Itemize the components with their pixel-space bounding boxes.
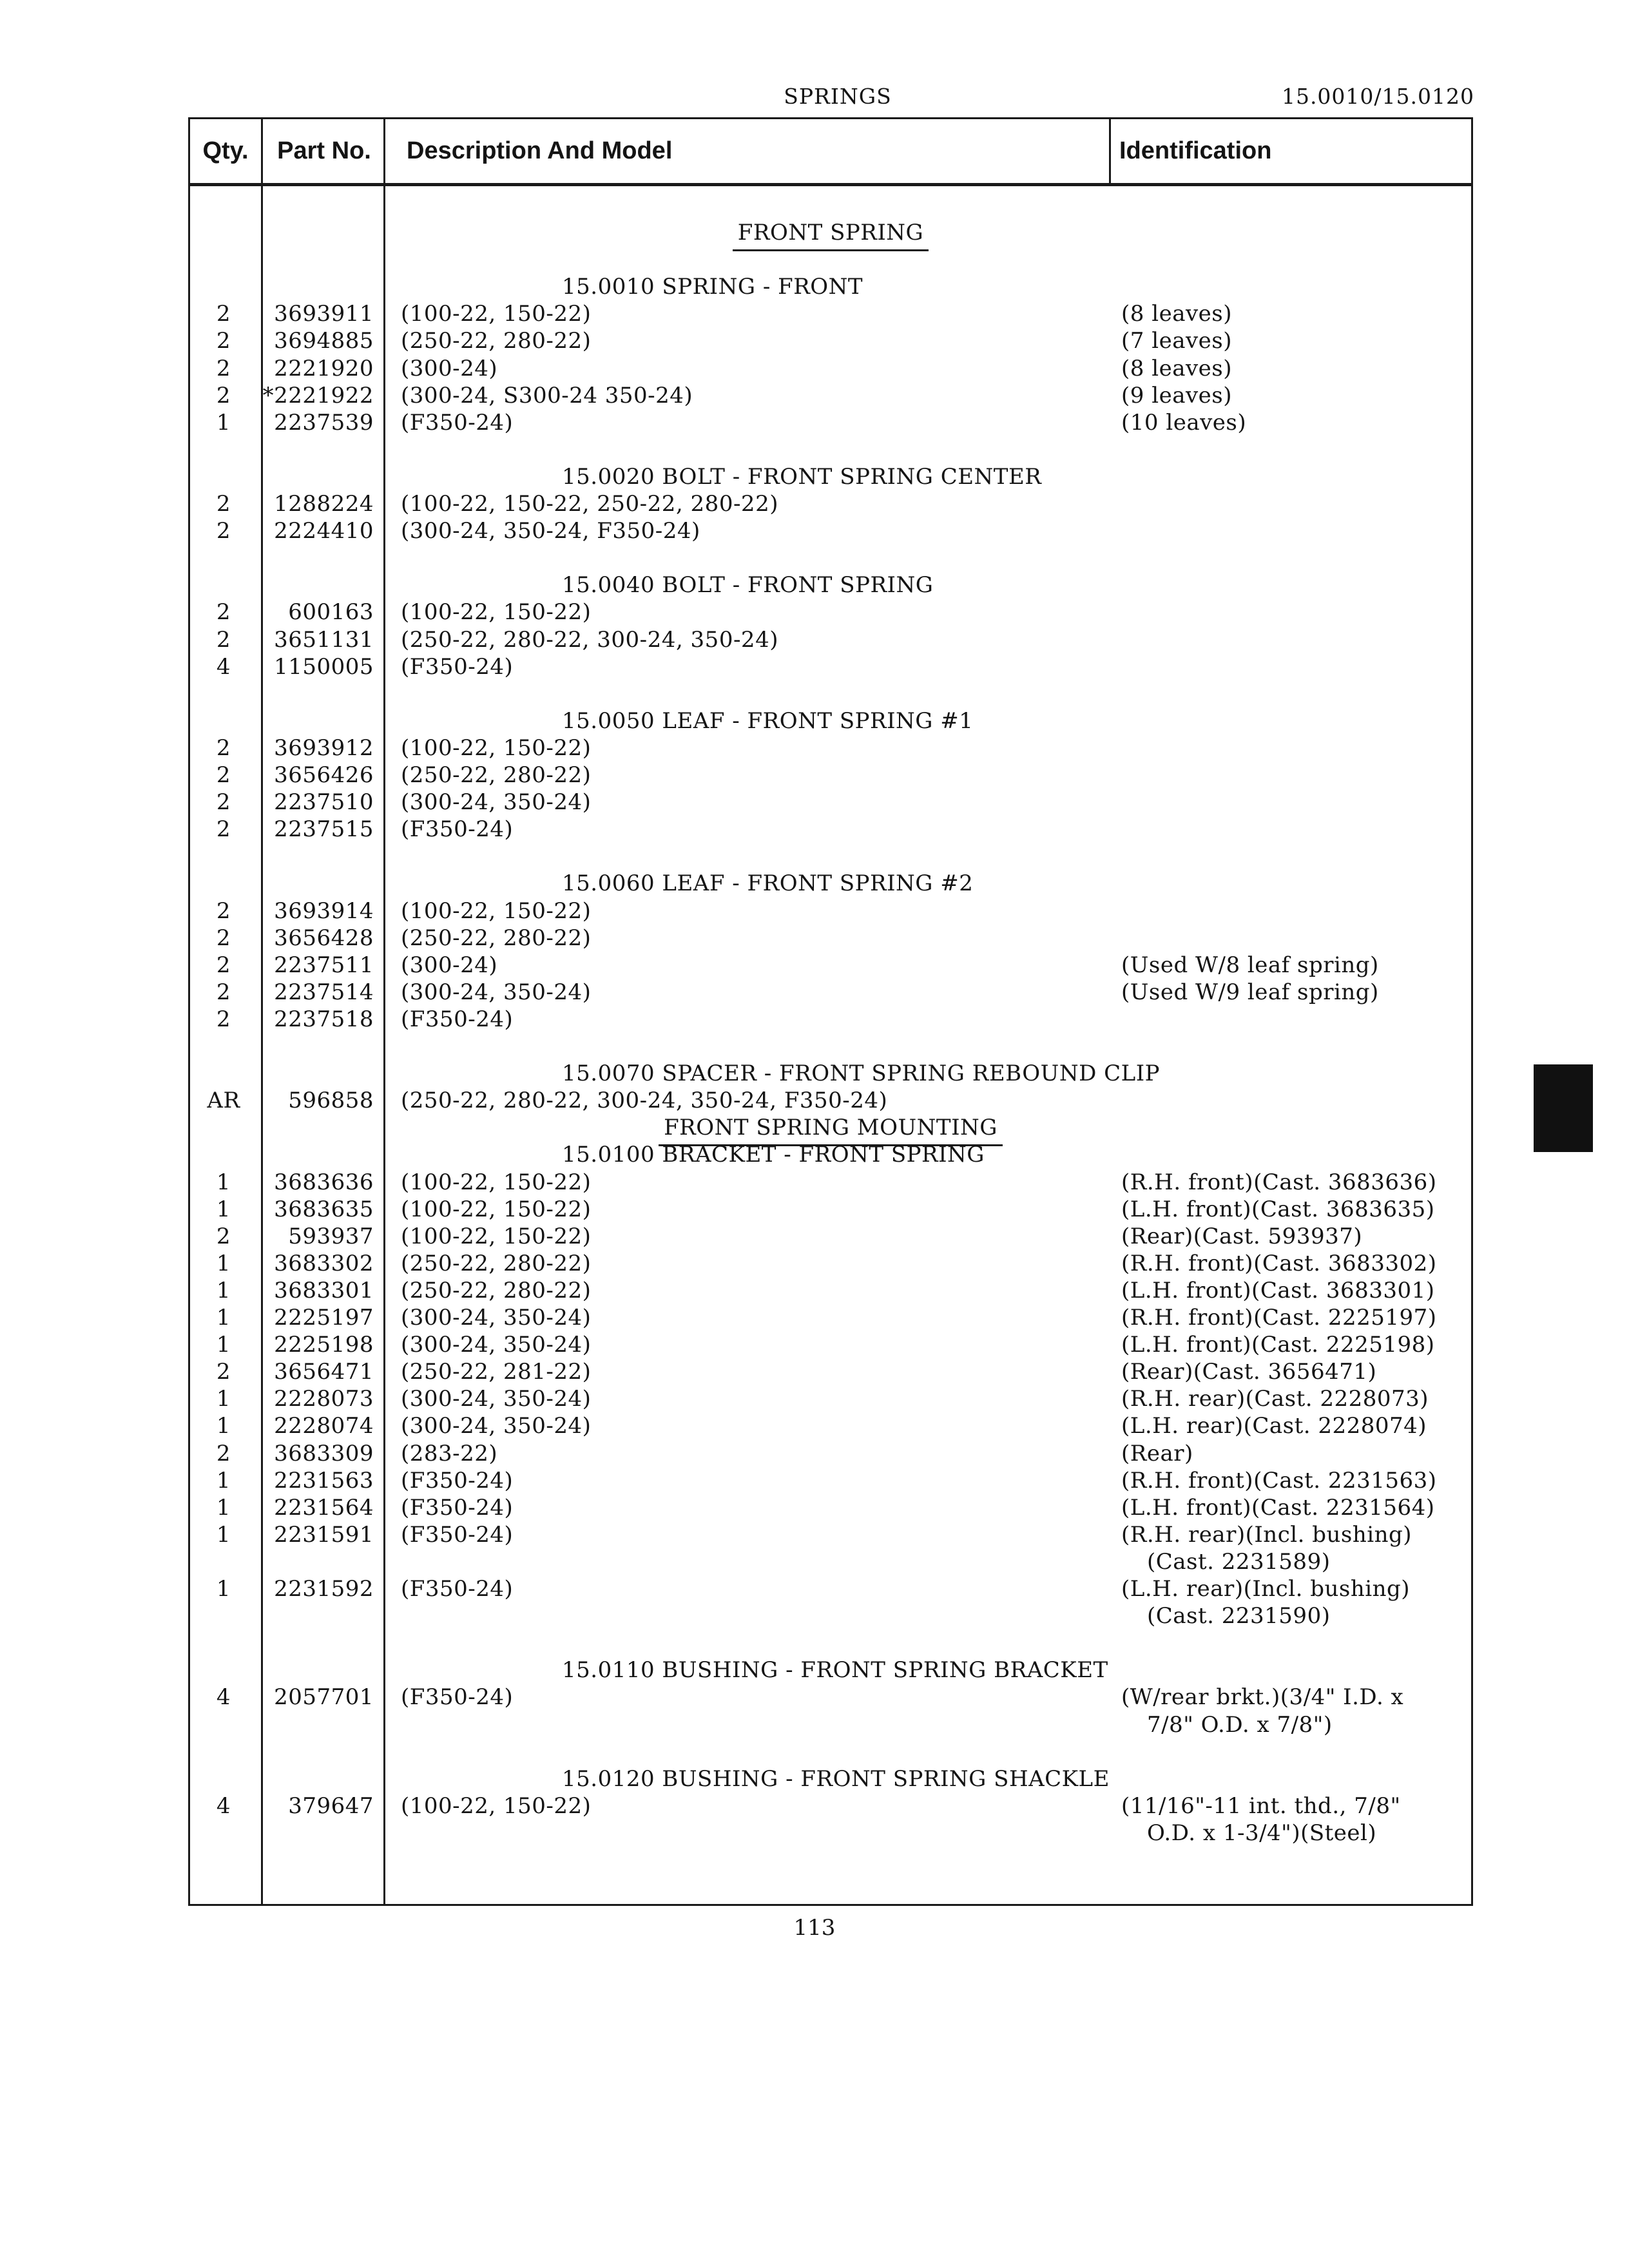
group-heading: 15.0010 SPRING - FRONT	[562, 274, 863, 300]
part-number-cell: 2237515	[274, 816, 374, 843]
qty-cell: 1	[216, 409, 231, 436]
part-number-cell: 3683309	[274, 1440, 374, 1466]
part-number-cell: 1150005	[274, 653, 374, 680]
table-row	[188, 490, 1473, 517]
identification-cell: (10 leaves)	[1121, 409, 1247, 436]
group-heading-row	[188, 1060, 1473, 1087]
model-cell: (250-22, 280-22, 300-24, 350-24)	[401, 626, 778, 653]
table-row	[188, 1006, 1473, 1033]
qty-cell: 2	[216, 301, 231, 327]
part-number-cell: 3656426	[274, 762, 374, 788]
identification-cell: (R.H. front)(Cast. 3683302)	[1121, 1250, 1437, 1276]
identification-cell: (R.H. rear)(Incl. bushing)	[1121, 1521, 1412, 1548]
section-heading-row	[188, 1114, 1473, 1141]
qty-cell: 2	[216, 735, 231, 761]
table-row	[188, 1196, 1473, 1223]
table-row	[188, 898, 1473, 925]
table-row	[188, 952, 1473, 979]
table-row	[188, 789, 1473, 816]
model-cell: (300-24)	[401, 355, 498, 381]
qty-cell: 1	[216, 1386, 231, 1412]
model-cell: (F350-24)	[401, 816, 514, 843]
continuation-row	[188, 1548, 1473, 1575]
model-cell: (F350-24)	[401, 1467, 514, 1494]
group-heading-row	[188, 273, 1473, 300]
qty-cell: 2	[216, 952, 231, 978]
model-cell: (300-24, 350-24)	[401, 789, 592, 816]
part-number-cell: 3693911	[274, 301, 374, 327]
part-number-cell: 2228073	[274, 1386, 374, 1412]
table-row	[188, 1575, 1473, 1602]
identification-continuation: (Cast. 2231589)	[1147, 1548, 1331, 1575]
part-number-cell: 2225197	[274, 1305, 374, 1331]
identification-cell: (W/rear brkt.)(3/4" I.D. x	[1121, 1684, 1404, 1711]
qty-cell: 2	[216, 328, 231, 354]
part-number-cell: 3683301	[274, 1277, 374, 1303]
group-heading-row	[188, 1657, 1473, 1684]
model-cell: (100-22, 150-22)	[401, 1223, 592, 1249]
model-cell: (250-22, 280-22)	[401, 925, 592, 951]
identification-cell: (8 leaves)	[1121, 301, 1233, 327]
section-thumb-tab	[1534, 1064, 1593, 1152]
table-row	[188, 1331, 1473, 1358]
group-heading: 15.0020 BOLT - FRONT SPRING CENTER	[562, 463, 1042, 490]
identification-continuation: (Cast. 2231590)	[1147, 1603, 1331, 1629]
table-row	[188, 1250, 1473, 1277]
qty-cell: 4	[216, 1792, 231, 1819]
qty-cell: AR	[207, 1088, 240, 1114]
model-cell: (F350-24)	[401, 1494, 514, 1521]
model-cell: (300-24, 350-24)	[401, 979, 592, 1005]
group-heading-row	[188, 1765, 1473, 1792]
model-cell: (F350-24)	[401, 1006, 514, 1032]
blank-row	[188, 680, 1473, 707]
model-cell: (250-22, 280-22, 300-24, 350-24, F350-24)	[401, 1088, 888, 1114]
group-heading: 15.0070 SPACER - FRONT SPRING REBOUND CLIP	[562, 1061, 1161, 1087]
group-heading: 15.0060 LEAF - FRONT SPRING #2	[562, 870, 974, 897]
part-number-cell: 3693912	[274, 735, 374, 761]
model-cell: (100-22, 150-22)	[401, 1196, 592, 1222]
qty-cell: 1	[216, 1521, 231, 1548]
qty-cell: 2	[216, 518, 231, 544]
qty-cell: 2	[216, 1359, 231, 1385]
qty-cell: 2	[216, 382, 231, 408]
table-row	[188, 517, 1473, 544]
section-code-range: 15.0010/15.0120	[1281, 84, 1474, 109]
model-cell: (300-24, S300-24 350-24)	[401, 382, 693, 408]
part-number-cell: 379647	[288, 1792, 374, 1819]
part-number-cell: *2221922	[262, 382, 374, 408]
section-heading	[188, 219, 1473, 246]
table-row	[188, 762, 1473, 789]
identification-continuation: 7/8" O.D. x 7/8")	[1147, 1711, 1333, 1738]
model-cell: (250-22, 280-22)	[401, 1250, 592, 1276]
table-row	[188, 1385, 1473, 1412]
part-number-cell: 3683635	[274, 1196, 374, 1222]
part-number-cell: 2237539	[274, 409, 374, 436]
blank-row	[188, 544, 1473, 572]
identification-cell: (L.H. front)(Cast. 2225198)	[1121, 1332, 1435, 1358]
table-row	[188, 1087, 1473, 1114]
group-heading: 15.0110 BUSHING - FRONT SPRING BRACKET	[562, 1657, 1108, 1684]
qty-cell: 2	[216, 789, 231, 816]
model-cell: (300-24, 350-24)	[401, 1305, 592, 1331]
blank-row	[188, 246, 1473, 273]
qty-cell: 1	[216, 1467, 231, 1494]
table-row	[188, 626, 1473, 653]
qty-cell: 1	[216, 1250, 231, 1276]
table-row	[188, 1494, 1473, 1521]
table-row	[188, 382, 1473, 409]
qty-cell: 2	[216, 491, 231, 517]
part-number-cell: 2228074	[274, 1413, 374, 1439]
section-heading-row	[188, 219, 1473, 246]
group-heading-row	[188, 463, 1473, 490]
model-cell: (100-22, 150-22, 250-22, 280-22)	[401, 491, 778, 517]
model-cell: (100-22, 150-22)	[401, 1792, 592, 1819]
continuation-row	[188, 1711, 1473, 1738]
model-cell: (250-22, 281-22)	[401, 1359, 592, 1385]
identification-cell: (Rear)	[1121, 1440, 1193, 1466]
identification-cell: (Rear)(Cast. 593937)	[1121, 1223, 1363, 1249]
identification-cell: (R.H. front)(Cast. 3683636)	[1121, 1169, 1437, 1195]
part-number-cell: 2231591	[274, 1521, 374, 1548]
group-heading: 15.0120 BUSHING - FRONT SPRING SHACKLE	[562, 1765, 1110, 1792]
part-number-cell: 3694885	[274, 328, 374, 354]
table-row	[188, 1304, 1473, 1331]
table-row	[188, 1521, 1473, 1548]
model-cell: (100-22, 150-22)	[401, 1169, 592, 1195]
section-heading-text: FRONT SPRING MOUNTING	[659, 1115, 1003, 1146]
part-number-cell: 3651131	[274, 626, 374, 653]
model-cell: (300-24)	[401, 952, 498, 978]
model-cell: (300-24, 350-24)	[401, 1413, 592, 1439]
table-row	[188, 1440, 1473, 1467]
part-number-cell: 2221920	[274, 355, 374, 381]
part-number-cell: 596858	[288, 1088, 374, 1114]
group-heading: 15.0050 LEAF - FRONT SPRING #1	[562, 707, 974, 734]
identification-cell: (L.H. front)(Cast. 2231564)	[1121, 1494, 1435, 1521]
identification-column-header: Identification	[1119, 137, 1272, 164]
table-row	[188, 735, 1473, 762]
qty-cell: 1	[216, 1277, 231, 1303]
blank-row	[188, 1738, 1473, 1765]
identification-cell: (L.H. front)(Cast. 3683635)	[1121, 1196, 1435, 1222]
description-column-header: Description And Model	[407, 137, 673, 164]
group-heading-row	[188, 572, 1473, 599]
model-cell: (F350-24)	[401, 1684, 514, 1711]
part-number-cell: 2237514	[274, 979, 374, 1005]
part-number-cell: 600163	[288, 599, 374, 626]
model-cell: (300-24, 350-24)	[401, 1332, 592, 1358]
group-heading-row	[188, 1141, 1473, 1168]
part-number-cell: 2231563	[274, 1467, 374, 1494]
identification-cell: (R.H. rear)(Cast. 2228073)	[1121, 1386, 1429, 1412]
identification-cell: (Used W/9 leaf spring)	[1121, 979, 1379, 1005]
qty-cell: 4	[216, 653, 231, 680]
group-heading: 15.0040 BOLT - FRONT SPRING	[562, 572, 934, 599]
model-cell: (F350-24)	[401, 653, 514, 680]
table-row	[188, 1223, 1473, 1250]
model-cell: (250-22, 280-22)	[401, 1277, 592, 1303]
qty-cell: 2	[216, 925, 231, 951]
part-number-cell: 3693914	[274, 898, 374, 924]
model-cell: (100-22, 150-22)	[401, 599, 592, 626]
page-number: 113	[793, 1915, 836, 1941]
qty-column-header: Qty.	[202, 137, 249, 164]
part-number-cell: 3683302	[274, 1250, 374, 1276]
table-row	[188, 1412, 1473, 1439]
identification-cell: (9 leaves)	[1121, 382, 1233, 408]
part-number-cell: 2237518	[274, 1006, 374, 1032]
identification-cell: (L.H. front)(Cast. 3683301)	[1121, 1277, 1435, 1303]
qty-cell: 2	[216, 1223, 231, 1249]
qty-cell: 1	[216, 1576, 231, 1602]
qty-cell: 1	[216, 1494, 231, 1521]
qty-cell: 2	[216, 816, 231, 843]
table-row	[188, 979, 1473, 1006]
part-number-cell: 593937	[288, 1223, 374, 1249]
qty-cell: 1	[216, 1332, 231, 1358]
table-row	[188, 1467, 1473, 1494]
group-heading-row	[188, 870, 1473, 897]
model-cell: (100-22, 150-22)	[401, 735, 592, 761]
qty-cell: 1	[216, 1169, 231, 1195]
model-cell: (283-22)	[401, 1440, 498, 1466]
table-row	[188, 1358, 1473, 1385]
identification-cell: (R.H. front)(Cast. 2225197)	[1121, 1305, 1437, 1331]
table-row	[188, 409, 1473, 436]
page-section-title: SPRINGS	[784, 84, 892, 109]
part-column-header: Part No.	[277, 137, 371, 164]
part-number-cell: 2057701	[274, 1684, 374, 1711]
table-row	[188, 327, 1473, 354]
model-cell: (250-22, 280-22)	[401, 762, 592, 788]
qty-cell: 2	[216, 762, 231, 788]
identification-cell: (R.H. front)(Cast. 2231563)	[1121, 1467, 1437, 1494]
qty-cell: 1	[216, 1196, 231, 1222]
table-row	[188, 653, 1473, 680]
blank-row	[188, 436, 1473, 463]
qty-cell: 4	[216, 1684, 231, 1711]
model-cell: (F350-24)	[401, 409, 514, 436]
qty-cell: 1	[216, 1305, 231, 1331]
table-row	[188, 1277, 1473, 1304]
table-row	[188, 1792, 1473, 1820]
qty-cell: 2	[216, 979, 231, 1005]
section-heading	[188, 1114, 1473, 1141]
table-row	[188, 1169, 1473, 1196]
parts-list	[188, 117, 1473, 1906]
section-heading-text: FRONT SPRING	[733, 220, 929, 251]
identification-continuation: O.D. x 1-3/4")(Steel)	[1147, 1820, 1377, 1846]
table-row	[188, 599, 1473, 626]
qty-cell: 2	[216, 599, 231, 626]
model-cell: (100-22, 150-22)	[401, 898, 592, 924]
group-heading: 15.0100 BRACKET - FRONT SPRING	[562, 1142, 985, 1168]
model-cell: (300-24, 350-24, F350-24)	[401, 518, 700, 544]
part-number-cell: 3656471	[274, 1359, 374, 1385]
model-cell: (100-22, 150-22)	[401, 301, 592, 327]
group-heading-row	[188, 707, 1473, 735]
identification-cell: (Rear)(Cast. 3656471)	[1121, 1359, 1377, 1385]
identification-cell: (7 leaves)	[1121, 328, 1233, 354]
blank-row	[188, 843, 1473, 870]
part-number-cell: 3683636	[274, 1169, 374, 1195]
table-row	[188, 816, 1473, 843]
continuation-row	[188, 1602, 1473, 1629]
table-row	[188, 925, 1473, 952]
continuation-row	[188, 1820, 1473, 1847]
model-cell: (F350-24)	[401, 1576, 514, 1602]
model-cell: (F350-24)	[401, 1521, 514, 1548]
qty-cell: 1	[216, 1413, 231, 1439]
part-number-cell: 2225198	[274, 1332, 374, 1358]
identification-cell: (11/16"-11 int. thd., 7/8"	[1121, 1792, 1401, 1819]
part-number-cell: 3656428	[274, 925, 374, 951]
blank-row	[188, 1033, 1473, 1060]
table-row	[188, 1684, 1473, 1711]
identification-cell: (Used W/8 leaf spring)	[1121, 952, 1379, 978]
qty-cell: 2	[216, 1006, 231, 1032]
identification-cell: (L.H. rear)(Cast. 2228074)	[1121, 1413, 1427, 1439]
identification-cell: (8 leaves)	[1121, 355, 1233, 381]
model-cell: (300-24, 350-24)	[401, 1386, 592, 1412]
part-number-cell: 2231592	[274, 1576, 374, 1602]
table-row	[188, 300, 1473, 327]
identification-cell: (L.H. rear)(Incl. bushing)	[1121, 1576, 1411, 1602]
qty-cell: 2	[216, 626, 231, 653]
qty-cell: 2	[216, 898, 231, 924]
blank-row	[188, 1629, 1473, 1657]
model-cell: (250-22, 280-22)	[401, 328, 592, 354]
qty-cell: 2	[216, 1440, 231, 1466]
part-number-cell: 2237510	[274, 789, 374, 816]
table-row	[188, 355, 1473, 382]
part-number-cell: 2237511	[274, 952, 374, 978]
part-number-cell: 2231564	[274, 1494, 374, 1521]
part-number-cell: 2224410	[274, 518, 374, 544]
qty-cell: 2	[216, 355, 231, 381]
part-number-cell: 1288224	[274, 491, 374, 517]
